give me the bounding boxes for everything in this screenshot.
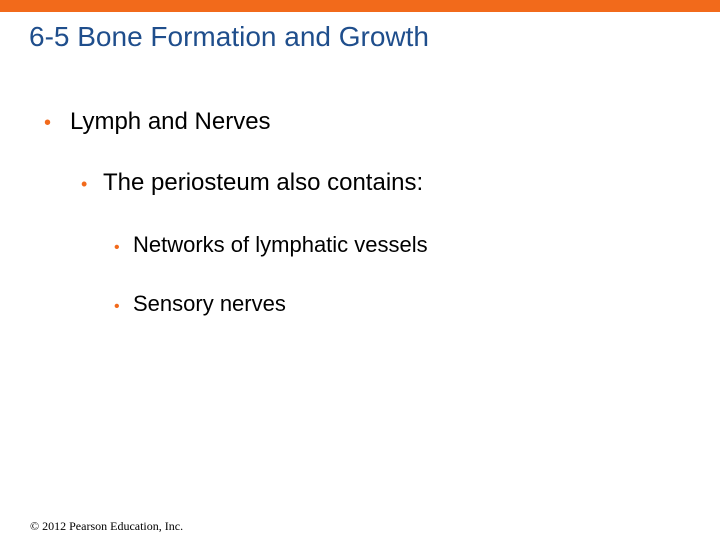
- bullet-dot-icon: •: [81, 174, 88, 194]
- bullet-lymphatic-vessels: [114, 232, 428, 258]
- bullet-sensory-nerves: [114, 291, 286, 317]
- bullet-lymph-and-nerves: [44, 108, 271, 136]
- copyright-notice: © 2012 Pearson Education, Inc.: [30, 519, 184, 533]
- bullet-text: Sensory nerves: [133, 291, 286, 316]
- bullet-periosteum-contains: [81, 169, 423, 197]
- bullet-text: Lymph and Nerves: [70, 108, 271, 135]
- accent-top-bar: [0, 0, 720, 12]
- bullet-text: Networks of lymphatic vessels: [133, 232, 428, 257]
- bullet-dot-icon: •: [44, 112, 52, 134]
- bullet-dot-icon: •: [114, 239, 120, 256]
- slide-title: 6-5 Bone Formation and Growth: [29, 21, 429, 52]
- bullet-text: The periosteum also contains:: [103, 169, 424, 196]
- bullet-dot-icon: •: [114, 298, 120, 315]
